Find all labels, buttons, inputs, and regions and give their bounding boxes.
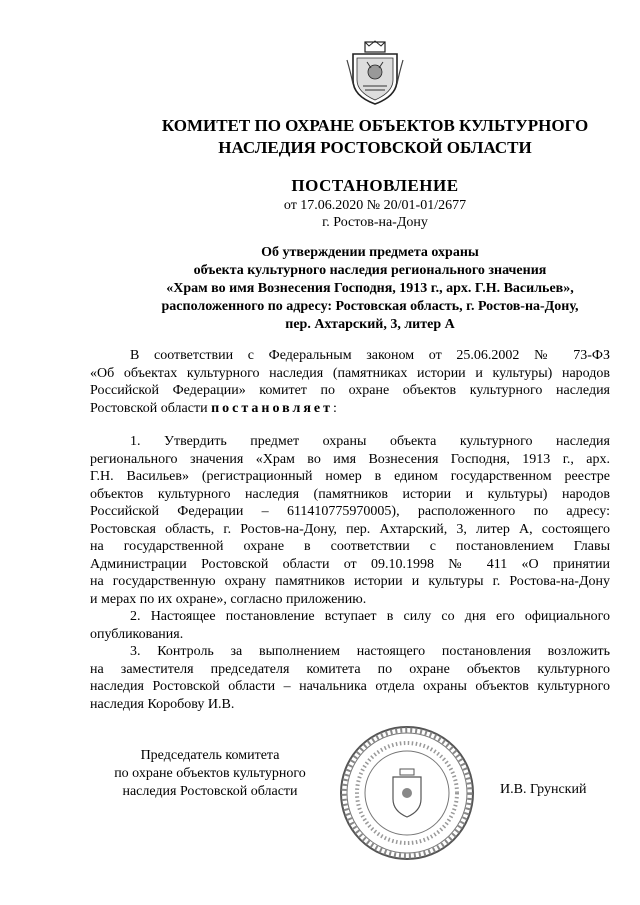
paragraph-line: Г.Н. Васильев» (регистрационный номер в едином государственном реестре: [90, 469, 610, 484]
paragraph-line: Ростовская область, г. Ростов-на-Дону, пер. Ахтарский, 3, литер А, состоящего: [90, 521, 610, 537]
subject-line: «Храм во имя Вознесения Господня, 1913 г., арх. Г.Н. Васильев»,: [166, 281, 574, 296]
paragraph-line: Администрации Ростовской области от 09.10.1998 № 411 «О принятии: [90, 556, 610, 572]
subject-line: пер. Ахтарский, 3, литер А: [285, 317, 455, 332]
subject-line: Об утверждении предмета охраны: [261, 245, 479, 260]
paragraph-line: наследия Ростовской области – начальника отдела охраны объектов культурного: [90, 679, 610, 694]
document-number: от 17.06.2020 № 20/01-01/2677: [283, 198, 467, 213]
paragraph-line: на государственную охрану памятников истории и культуры г. Ростова-на-Дону: [90, 574, 610, 589]
paragraph-line: регионального значения «Храм во имя Вознесения Господня, 1913 г., арх.: [90, 451, 610, 467]
paragraph-line: 2. Настоящее постановление вступает в силу со дня его официального: [130, 609, 610, 624]
document-type: ПОСТАНОВЛЕНИЕ: [291, 176, 459, 195]
paragraph-line: объектов культурного наследия (памятников истории и культуры) народов: [90, 486, 610, 502]
signatory-name: И.В. Грунский: [500, 782, 587, 797]
signatory-title: [95, 747, 325, 801]
signatory-title-line: наследия Ростовской области: [122, 784, 298, 799]
subject-line: объекта культурного наследия регионального значения: [193, 263, 547, 278]
signatory-title-line: по охране объектов культурного: [114, 766, 306, 781]
paragraph-line: опубликования.: [90, 626, 184, 642]
subject-line: расположенного по адресу: Ростовская область, г. Ростов-на-Дону,: [161, 299, 579, 314]
item-3-paragraph: [90, 643, 610, 713]
org-name-line-1: КОМИТЕТ ПО ОХРАНЕ ОБЪЕКТОВ КУЛЬТУРНОГО: [161, 116, 589, 135]
item-2-paragraph: [90, 608, 610, 643]
org-name-line-2: НАСЛЕДИЯ РОСТОВСКОЙ ОБЛАСТИ: [218, 138, 532, 157]
preamble-paragraph: [90, 347, 610, 417]
official-seal-icon: [337, 723, 477, 863]
coat-of-arms-icon: [345, 40, 405, 106]
paragraph-line: на государственной охране в соответствии с постановлением Главы: [90, 539, 610, 554]
decree-word: постановляет: [211, 400, 334, 416]
paragraph-line: [90, 400, 610, 418]
paragraph-line: Российской Федерации – 611410775970005), расположенного по адресу:: [90, 504, 610, 519]
paragraph-line: на заместителя председателя комитета по охране объектов культурного: [90, 661, 610, 677]
signatory-title-line: Председатель комитета: [140, 748, 280, 763]
document-city: г. Ростов-на-Дону: [322, 215, 428, 230]
paragraph-line: 1. Утвердить предмет охраны объекта культурного наследия: [130, 434, 610, 449]
paragraph-line: В соответствии с Федеральным законом от 25.06.2002 № 73-ФЗ: [130, 348, 610, 363]
paragraph-line: «Об объектах культурного наследия (памятниках истории и культуры) народов: [90, 365, 610, 381]
paragraph-line: наследия Коробову И.В.: [90, 696, 235, 712]
paragraph-text: Ростовской области: [90, 400, 212, 416]
paragraph-line: и мерах по их охране», согласно приложению.: [90, 591, 367, 607]
paragraph-line: 3. Контроль за выполнением настоящего постановления возложить: [130, 644, 610, 659]
item-1-paragraph: [90, 433, 610, 608]
paragraph-text: :: [333, 400, 337, 416]
paragraph-line: Российской Федерации» комитет по охране объектов культурного наследия: [90, 383, 610, 398]
